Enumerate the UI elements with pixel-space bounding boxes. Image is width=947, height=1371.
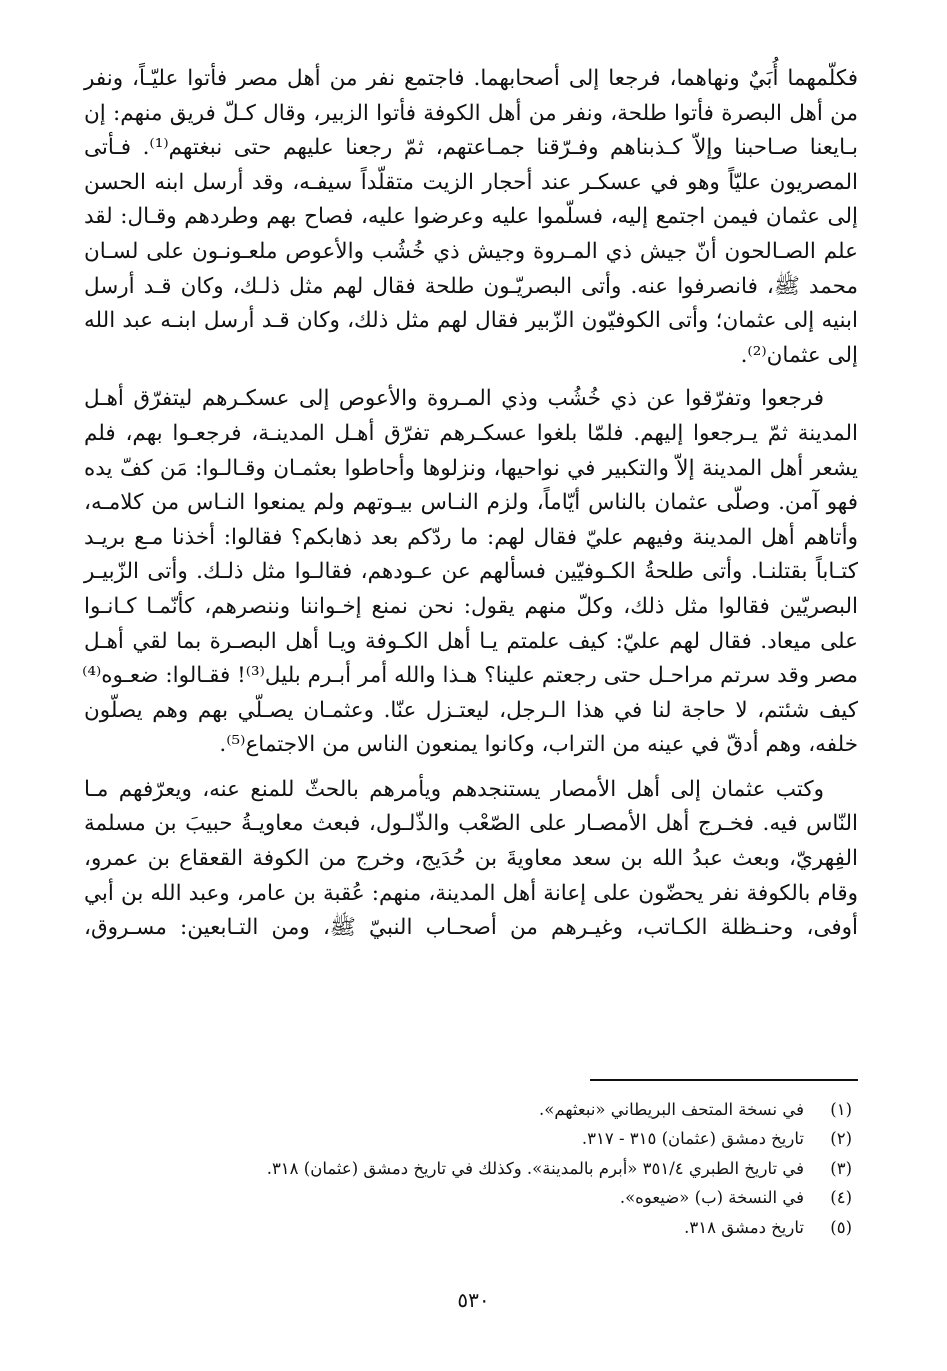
page-number: ٥٣٠ [457, 1288, 490, 1312]
text-line: النّاس فيه. فخـرج أهل الأمصـار على الصّعْب والذّلـول، فبعث معاويـةُ حبيبَ بن مسلمة [84, 811, 858, 837]
text-line: بـايعنا صـاحبنا وإلاّ كـذبناهم وفـرّقنا جمـاعتهم، ثمّ رجعنا عليهم حتى نبغتهم⁽¹⁾. فـأتى [84, 135, 858, 161]
text-line: فرجعوا وتفرّقوا عن ذي خُشُب وذي المـروة والأعوص إلى عسكـرهم ليتفرّق أهـل [84, 386, 824, 412]
main-text [84, 62, 858, 946]
text-line: محمد ﷺ، فانصرفوا عنه. وأتى البصريّـون طلحة فقال لهم مثل ذلـك، وكان قـد أرسل [84, 273, 858, 299]
text-line: فهو آمن. وصلّى عثمان بالناس أيّاماً، ولزم النـاس بيـوتهم ولم يمنعوا النـاس من كلامـه، [84, 490, 858, 516]
footnote-number: (٤) [830, 1188, 852, 1208]
text-line: على ميعاد. فقال لهم عليّ: كيف علمتم يـا أهل الكـوفة ويـا أهل البصـرة بما لقي أهـل [84, 628, 858, 654]
text-line: كتـاباً بقتلنـا. وأتى طلحةُ الكـوفيّين فسألهم عن عـودهم، فقالـوا مثل ذلـك. وأتى الزّبيـر [84, 559, 858, 585]
text-line: وقام بالكوفة نفر يحضّون على إعانة أهل المدينة، منهم: عُقبة بن عامر، وعبد الله بن أبي [84, 880, 858, 906]
footnotes [84, 1095, 858, 1242]
footnote [84, 1154, 858, 1183]
footnote-divider [590, 1079, 858, 1081]
paragraph-3 [84, 773, 858, 946]
footnote-number: (٥) [830, 1217, 852, 1237]
text-line: المدينة ثمّ يـرجعوا إليهم. فلمّا بلغوا عسكـرهم تفرّق أهـل المدينـة، فرجعـوا بهم، فلم [84, 420, 858, 446]
text-line: المصريون عليّاً وهو في عسكـر عند أحجار الزيت متقلّداً سيفـه، وقد أرسل ابنه الحسن [84, 169, 858, 195]
text-line: ابنيه إلى عثمان؛ وأتى الكوفيّون الزّبير فقال لهم مثل ذلك، وكان قـد أرسل ابنـه عبد الله [84, 308, 858, 334]
paragraph-2 [84, 382, 858, 763]
footnote-number: (٣) [830, 1158, 852, 1178]
text-line: إلى عثمان فيمن اجتمع إليه، فسلّموا عليه وعرضوا عليه، فصاح بهم وطردهم وقـال: لقد [84, 204, 858, 230]
footnote-number: (٢) [830, 1129, 852, 1149]
footnote-text: تاريخ دمشق (عثمان) ٣١٥ - ٣١٧. [581, 1129, 804, 1149]
text-line: مصر وقد سرتم مراحـل حتى رجعتم علينا؟ هـذا والله أمر أبـرم بليل⁽³⁾! فقـالوا: ضعـوه⁽⁴⁾ [82, 663, 858, 689]
footnote-text: في النسخة (ب) «ضيعوه». [619, 1188, 804, 1208]
footnote-text: تاريخ دمشق ٣١٨. [684, 1217, 804, 1237]
text-line: أوفى، وحنـظلة الكـاتب، وغيـرهم من أصحـاب النبيّ ﷺ، ومن التـابعين: مسـروق، [84, 915, 858, 941]
text-line: كيف شئتم، لا حاجة لنا في هذا الـرجل، ليعتـزل عنّا. وعثمـان يصـلّي بهم وهم يصلّون [84, 697, 858, 723]
text-line: وأتاهم أهل المدينة وفيهم عليّ فقال لهم: ما ردّكم بعد ذهابكم؟ فقالوا: أخذنا مـع بريـد [84, 524, 858, 550]
text-line: البصريّين فقالوا مثل ذلك، وكلّ منهم يقول: نحن نمنع إخـواننا وننصرهم، كأنّمـا كـانـوا [84, 593, 858, 619]
text-line: علم الصـالحون أنّ جيش ذي المـروة وجيش ذي خُشُب والأعوص ملعـونـون على لسـان [84, 238, 858, 264]
text-line: من أهل البصرة فأتوا طلحة، ونفر من أهل الكوفة فأتوا الزبير، وقال كـلّ فريق منهم: إن [84, 100, 858, 126]
paragraph-1 [84, 62, 858, 373]
footnote [84, 1183, 858, 1212]
footnote-text: في نسخة المتحف البريطاني «نبعثهم». [538, 1100, 804, 1119]
text-line: إلى عثمان⁽²⁾. [740, 342, 858, 368]
footnote [84, 1213, 858, 1242]
footnote-number: (١) [830, 1100, 852, 1119]
text-line: خلفه، وهم أدقّ في عينه من التراب، وكانوا يمنعون الناس من الاجتماع⁽⁵⁾. [219, 732, 858, 758]
footnote [84, 1095, 858, 1124]
text-line: وكتب عثمان إلى أهل الأمصار يستنجدهم ويأمرهم بالحثّ للمنع عنه، ويعرّفهم مـا [84, 776, 824, 802]
text-line: الفِهريّ، وبعث عبدُ الله بن سعد معاويةَ بن حُدَيج، وخرج من الكوفة القعقاع بن عمرو، [84, 846, 859, 872]
text-line: فكلّمهما أُبَيٌ ونهاهما، فرجعا إلى أصحابهما. فاجتمع نفر من أهل مصر فأتوا عليّـاً، ونفر [84, 66, 858, 91]
text-line: يشعر أهل المدينة إلاّ والتكبير في نواحيها، ونزلوها وأحاطوا بعثمـان وقـالـوا: مَن كفّ يده [84, 455, 858, 481]
footnote [84, 1124, 858, 1153]
footnote-text: في تاريخ الطبري ٣٥١/٤ «أبرم بالمدينة». وكذلك في تاريخ دمشق (عثمان) ٣١٨. [266, 1158, 804, 1178]
